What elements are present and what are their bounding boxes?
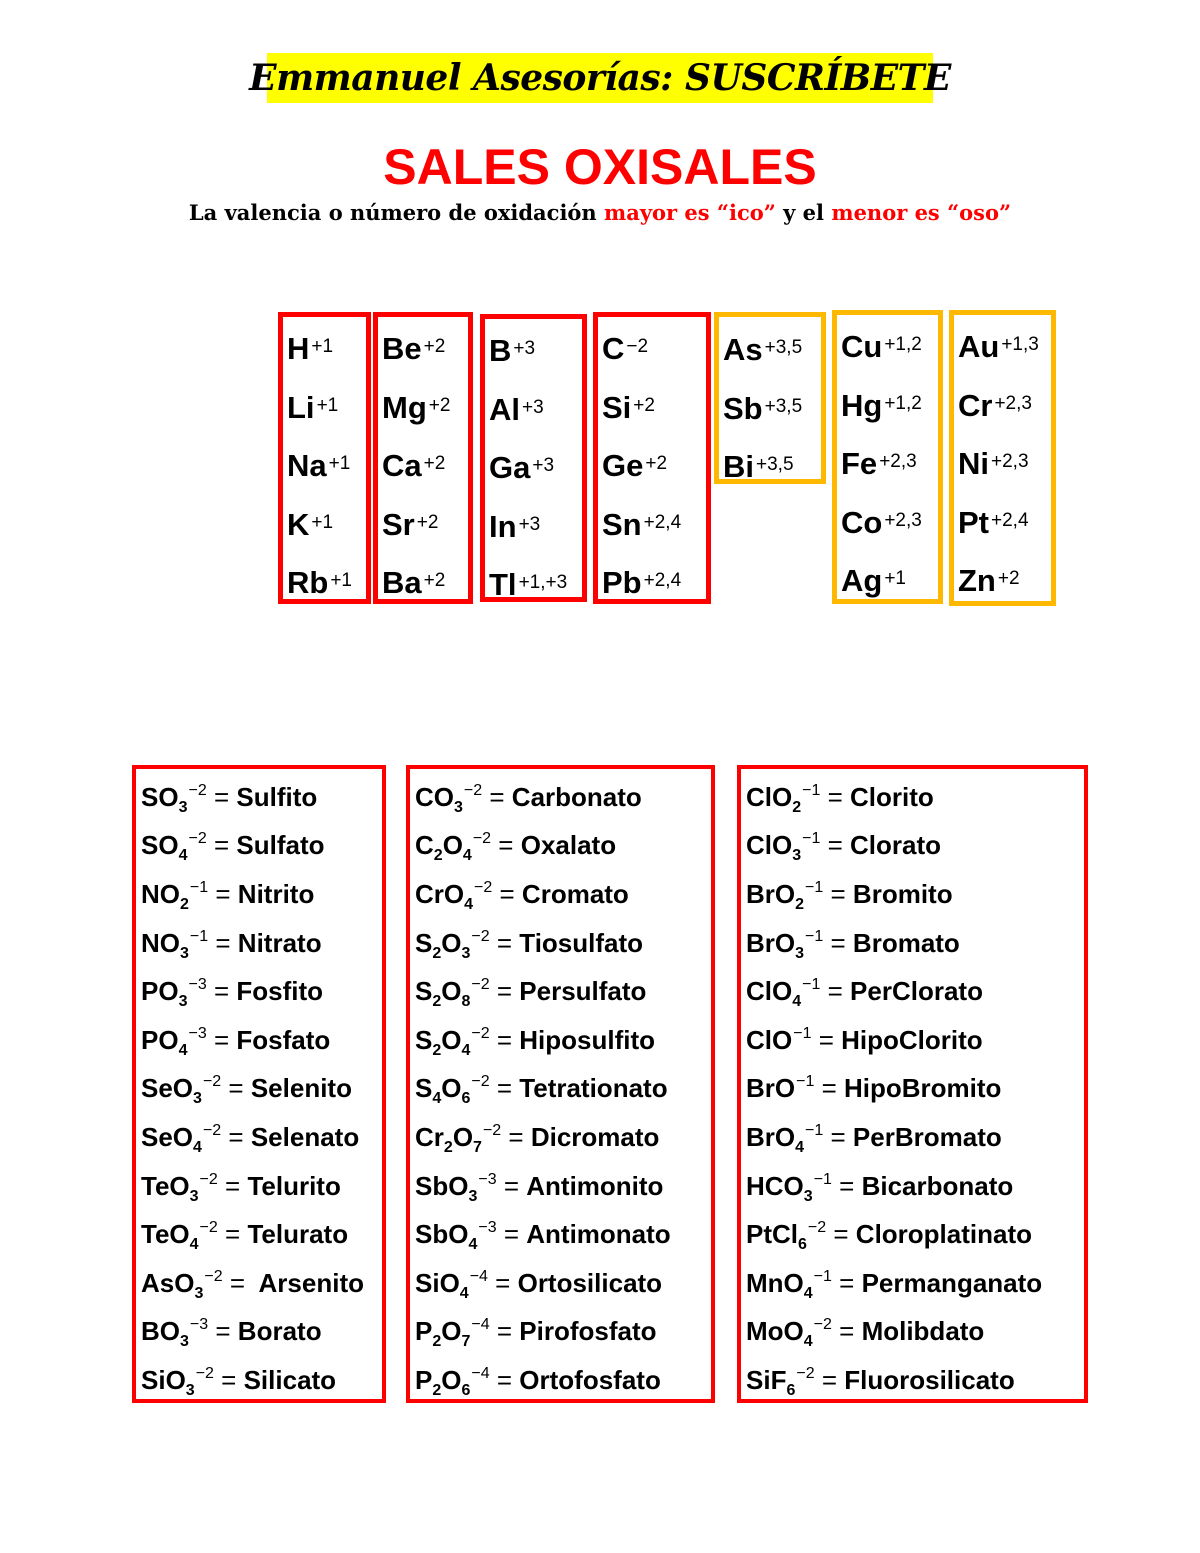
element-valence: +1 bbox=[330, 570, 352, 592]
anion-formula: PO 4 −3 bbox=[141, 1024, 207, 1059]
element-group-box bbox=[714, 312, 826, 484]
equals-sign: = bbox=[501, 1121, 531, 1152]
anion-name: Selenato bbox=[250, 1121, 360, 1152]
anion-formula: Cr 2 O 7 −2 bbox=[415, 1121, 502, 1156]
equals-sign: = bbox=[489, 1364, 520, 1395]
element-symbol: Cr bbox=[958, 387, 993, 423]
equals-sign: = bbox=[823, 1121, 853, 1152]
element-entry bbox=[489, 498, 582, 557]
equals-sign: = bbox=[489, 1073, 520, 1104]
equals-sign: = bbox=[811, 1024, 842, 1055]
anion-entry bbox=[415, 1356, 711, 1405]
anion-name: Dicromato bbox=[530, 1121, 660, 1152]
anion-entry bbox=[746, 870, 1084, 919]
element-entry bbox=[602, 554, 706, 613]
element-valence: +2,3 bbox=[879, 451, 917, 473]
anion-entry bbox=[141, 822, 382, 871]
anion-entry bbox=[746, 1210, 1084, 1259]
equals-sign: = bbox=[221, 1121, 251, 1152]
equals-sign: = bbox=[222, 1267, 253, 1298]
equals-sign: = bbox=[217, 1170, 248, 1201]
element-entry bbox=[489, 381, 582, 440]
element-symbol: H bbox=[287, 331, 310, 367]
element-entry bbox=[958, 377, 1051, 436]
anion-name: Cromato bbox=[521, 878, 629, 909]
equals-sign: = bbox=[826, 1219, 856, 1250]
element-valence: +1,+3 bbox=[518, 572, 568, 594]
anion-formula: C 2 O 4 −2 bbox=[415, 830, 492, 865]
anion-name: Pirofosfato bbox=[519, 1316, 657, 1347]
element-valence: +1 bbox=[316, 394, 339, 416]
element-entry bbox=[287, 379, 366, 438]
anion-entry bbox=[415, 1210, 711, 1259]
anion-formula: BO 3 −3 bbox=[141, 1316, 209, 1351]
element-symbol: C bbox=[602, 331, 625, 367]
element-entry bbox=[841, 494, 938, 553]
anion-name: Bromato bbox=[852, 927, 960, 958]
element-entry bbox=[602, 379, 706, 438]
anion-formula: S 2 O 3 −2 bbox=[415, 927, 490, 962]
element-valence: +3 bbox=[518, 513, 541, 535]
subtitle-part-1: La valencia o número de oxidación bbox=[188, 200, 605, 225]
element-symbol: Ge bbox=[602, 448, 644, 484]
anion-name: Bicarbonato bbox=[861, 1170, 1014, 1201]
anion-entry bbox=[415, 822, 711, 871]
anion-formula: ClO −1 bbox=[746, 1024, 812, 1055]
anion-name: Selenito bbox=[250, 1073, 352, 1104]
element-entry bbox=[382, 437, 468, 496]
anion-name: Sulfito bbox=[236, 781, 318, 812]
element-valence: +2 bbox=[423, 336, 446, 358]
element-entry bbox=[958, 318, 1051, 377]
anion-formula: SO 3 −2 bbox=[141, 781, 207, 816]
element-symbol: Tl bbox=[489, 567, 517, 603]
equals-sign: = bbox=[831, 1316, 862, 1347]
page-title: SALES OXISALES bbox=[383, 139, 817, 195]
element-valence: +3 bbox=[522, 396, 544, 418]
element-valence: +3 bbox=[532, 455, 555, 477]
element-entry bbox=[841, 377, 938, 436]
equals-sign: = bbox=[489, 927, 520, 958]
element-valence: +2 bbox=[633, 394, 655, 416]
anion-formula: NO 3 −1 bbox=[141, 927, 209, 962]
equals-sign: = bbox=[217, 1219, 248, 1250]
anion-entry bbox=[746, 773, 1084, 822]
anion-name: Clorato bbox=[850, 830, 942, 861]
equals-sign: = bbox=[820, 976, 851, 1007]
element-entry bbox=[489, 322, 582, 381]
element-symbol: Fe bbox=[841, 446, 878, 482]
anion-group-box bbox=[737, 765, 1088, 1403]
anion-entry bbox=[141, 1259, 382, 1308]
anion-formula: SbO 3 −3 bbox=[415, 1170, 497, 1205]
element-entry bbox=[287, 554, 366, 613]
anion-name: Oxalato bbox=[520, 830, 617, 861]
element-valence: +2,3 bbox=[991, 451, 1029, 473]
element-symbol: Cu bbox=[841, 329, 883, 365]
element-symbol: Ni bbox=[958, 446, 989, 482]
anion-formula: ClO 3 −1 bbox=[746, 830, 821, 865]
element-entry bbox=[602, 437, 706, 496]
anion-name: Nitrito bbox=[237, 878, 315, 909]
element-valence: +1,2 bbox=[884, 334, 922, 356]
anion-entry bbox=[746, 1016, 1084, 1065]
element-entry bbox=[841, 552, 938, 611]
anion-group-box bbox=[132, 765, 386, 1403]
element-valence: +1 bbox=[311, 511, 334, 533]
element-valence: +2 bbox=[416, 511, 439, 533]
element-symbol: Rb bbox=[287, 565, 329, 601]
equals-sign: = bbox=[208, 1316, 238, 1347]
element-valence: +2 bbox=[645, 453, 668, 475]
anion-formula: SO 4 −2 bbox=[141, 830, 207, 865]
anion-name: Sulfato bbox=[236, 830, 325, 861]
anion-name: Borato bbox=[237, 1316, 322, 1347]
anion-formula: TeO 4 −2 bbox=[141, 1219, 218, 1254]
element-symbol: In bbox=[489, 508, 517, 544]
anion-name: Hiposulfito bbox=[519, 1024, 656, 1055]
equals-sign: = bbox=[823, 927, 853, 958]
element-valence: +3,5 bbox=[756, 454, 794, 476]
anion-entry bbox=[141, 1356, 382, 1405]
element-valence: +1,3 bbox=[1001, 334, 1039, 356]
element-entry bbox=[841, 318, 938, 377]
equals-sign: = bbox=[206, 781, 237, 812]
anion-entry bbox=[746, 1113, 1084, 1162]
element-entry bbox=[382, 379, 468, 438]
anion-formula: NO 2 −1 bbox=[141, 878, 209, 913]
equals-sign: = bbox=[487, 1267, 518, 1298]
anion-formula: AsO 3 −2 bbox=[141, 1267, 223, 1302]
element-entry bbox=[723, 438, 821, 497]
anion-name: Molibdato bbox=[861, 1316, 985, 1347]
element-symbol: Sn bbox=[602, 506, 642, 542]
subtitle-part-4: menor es “oso” bbox=[831, 200, 1012, 225]
anion-name: Silicato bbox=[243, 1364, 337, 1395]
anion-formula: SeO 4 −2 bbox=[141, 1121, 222, 1156]
anion-formula: MoO 4 −2 bbox=[746, 1316, 832, 1351]
anion-name: Fosfito bbox=[236, 976, 324, 1007]
equals-sign: = bbox=[496, 1170, 527, 1201]
anion-formula: BrO 3 −1 bbox=[746, 927, 824, 962]
subtitle-part-3: y el bbox=[775, 200, 832, 225]
equals-sign: = bbox=[814, 1364, 845, 1395]
anion-entry bbox=[415, 1162, 711, 1211]
anion-entry bbox=[141, 1308, 382, 1357]
element-symbol: Ga bbox=[489, 450, 531, 486]
element-entry bbox=[382, 496, 468, 555]
element-symbol: Al bbox=[489, 391, 520, 427]
equals-sign: = bbox=[820, 830, 851, 861]
element-symbol: Pb bbox=[602, 565, 642, 601]
element-symbol: As bbox=[723, 332, 763, 368]
anion-name: Carbonato bbox=[511, 781, 642, 812]
anion-formula: SbO 4 −3 bbox=[415, 1219, 497, 1254]
anion-name: PerClorato bbox=[850, 976, 983, 1007]
anion-formula: BrO 2 −1 bbox=[746, 878, 824, 913]
anion-entry bbox=[141, 1016, 382, 1065]
element-entry bbox=[489, 556, 582, 615]
anion-formula: P 2 O 7 −4 bbox=[415, 1316, 490, 1351]
element-valence: +2 bbox=[423, 570, 446, 592]
anion-formula: MnO 4 −1 bbox=[746, 1267, 832, 1302]
element-entry bbox=[958, 494, 1051, 553]
element-symbol: Ba bbox=[382, 565, 422, 601]
anion-entry bbox=[746, 1259, 1084, 1308]
anion-entry bbox=[141, 773, 382, 822]
anion-name: Cloroplatinato bbox=[855, 1219, 1033, 1250]
anion-formula: ClO 2 −1 bbox=[746, 781, 821, 816]
element-symbol: Si bbox=[602, 389, 632, 425]
equals-sign: = bbox=[831, 1267, 862, 1298]
anion-formula: S 2 O 8 −2 bbox=[415, 976, 490, 1011]
equals-sign: = bbox=[831, 1170, 862, 1201]
element-valence: +2,4 bbox=[643, 570, 682, 592]
anion-entry bbox=[746, 919, 1084, 968]
element-symbol: Be bbox=[382, 331, 422, 367]
anion-formula: CO 3 −2 bbox=[415, 781, 483, 816]
anion-formula: TeO 3 −2 bbox=[141, 1170, 218, 1205]
element-valence: +2,3 bbox=[994, 392, 1032, 414]
element-entry bbox=[841, 435, 938, 494]
equals-sign: = bbox=[489, 976, 520, 1007]
equals-sign: = bbox=[208, 927, 238, 958]
element-valence: +2,3 bbox=[884, 509, 922, 531]
element-symbol: Li bbox=[287, 389, 315, 425]
element-symbol: B bbox=[489, 333, 512, 369]
element-symbol: Sb bbox=[723, 390, 763, 426]
element-valence: +2,4 bbox=[991, 509, 1029, 531]
element-valence: +2 bbox=[428, 394, 451, 416]
anion-entry bbox=[415, 870, 711, 919]
element-valence: +3,5 bbox=[764, 337, 803, 359]
anion-entry bbox=[415, 773, 711, 822]
equals-sign: = bbox=[820, 781, 851, 812]
element-symbol: Zn bbox=[958, 563, 996, 599]
anion-name: HipoClorito bbox=[841, 1024, 983, 1055]
subtitle bbox=[0, 198, 1200, 228]
anion-entry bbox=[141, 1210, 382, 1259]
anion-name: Ortosilicato bbox=[517, 1267, 663, 1298]
element-valence: +3 bbox=[513, 338, 536, 360]
element-group-box bbox=[949, 310, 1056, 606]
anion-entry bbox=[746, 1162, 1084, 1211]
element-symbol: Ca bbox=[382, 448, 422, 484]
anion-name: Arsenito bbox=[252, 1267, 364, 1298]
anion-formula: S 4 O 6 −2 bbox=[415, 1073, 490, 1108]
anion-formula: PtCl 6 −2 bbox=[746, 1219, 827, 1254]
equals-sign: = bbox=[482, 781, 512, 812]
element-symbol: Co bbox=[841, 504, 883, 540]
channel-banner: Emmanuel Asesorías: SUSCRÍBETE bbox=[267, 53, 933, 103]
element-group-box bbox=[593, 312, 711, 604]
element-entry bbox=[958, 435, 1051, 494]
anion-name: Bromito bbox=[852, 878, 953, 909]
anion-name: Clorito bbox=[850, 781, 934, 812]
anion-entry bbox=[141, 967, 382, 1016]
element-symbol: Bi bbox=[723, 449, 754, 485]
anion-entry bbox=[746, 967, 1084, 1016]
anion-name: Ortofosfato bbox=[519, 1364, 661, 1395]
anion-entry bbox=[746, 822, 1084, 871]
element-symbol: Ag bbox=[841, 563, 883, 599]
element-group-box bbox=[480, 314, 587, 602]
equals-sign: = bbox=[492, 878, 522, 909]
element-entry bbox=[287, 496, 366, 555]
element-symbol: Hg bbox=[841, 387, 883, 423]
anion-formula: BrO −1 bbox=[746, 1073, 815, 1104]
element-valence: +1,2 bbox=[884, 392, 922, 414]
anion-name: Nitrato bbox=[237, 927, 322, 958]
anion-formula: PO 3 −3 bbox=[141, 976, 207, 1011]
element-entry bbox=[489, 439, 582, 498]
element-entry bbox=[287, 320, 366, 379]
anion-formula: CrO 4 −2 bbox=[415, 878, 493, 913]
anion-formula: S 2 O 4 −2 bbox=[415, 1024, 490, 1059]
element-symbol: K bbox=[287, 506, 310, 542]
element-entry bbox=[602, 496, 706, 555]
anion-entry bbox=[746, 1065, 1084, 1114]
equals-sign: = bbox=[496, 1219, 527, 1250]
equals-sign: = bbox=[491, 830, 521, 861]
anion-formula: SiO 4 −4 bbox=[415, 1267, 488, 1302]
equals-sign: = bbox=[208, 878, 238, 909]
anion-entry bbox=[141, 919, 382, 968]
element-group-box bbox=[373, 312, 473, 604]
element-entry bbox=[723, 380, 821, 439]
anion-entry bbox=[141, 1113, 382, 1162]
anion-group-box bbox=[406, 765, 715, 1403]
anion-entry bbox=[415, 1065, 711, 1114]
element-entry bbox=[723, 321, 821, 380]
element-entry bbox=[382, 554, 468, 613]
element-valence: +2 bbox=[997, 568, 1020, 590]
anion-entry bbox=[415, 1016, 711, 1065]
anion-name: Persulfato bbox=[519, 976, 647, 1007]
anion-entry bbox=[141, 1162, 382, 1211]
element-symbol: Pt bbox=[958, 504, 989, 540]
element-valence: +1 bbox=[311, 336, 334, 358]
anion-entry bbox=[415, 1113, 711, 1162]
anion-name: Tetrationato bbox=[519, 1073, 668, 1104]
anion-entry bbox=[141, 870, 382, 919]
element-valence: +2 bbox=[423, 453, 446, 475]
equals-sign: = bbox=[814, 1073, 845, 1104]
anion-formula: SiO 3 −2 bbox=[141, 1364, 214, 1399]
equals-sign: = bbox=[823, 878, 853, 909]
anion-name: Telurato bbox=[247, 1219, 349, 1250]
equals-sign: = bbox=[221, 1073, 251, 1104]
element-group-box bbox=[278, 312, 371, 604]
element-symbol: Sr bbox=[382, 506, 415, 542]
equals-sign: = bbox=[489, 1316, 520, 1347]
equals-sign: = bbox=[206, 976, 237, 1007]
element-valence: +2,4 bbox=[643, 511, 682, 533]
anion-formula: SeO 3 −2 bbox=[141, 1073, 222, 1108]
element-entry bbox=[287, 437, 366, 496]
anion-entry bbox=[415, 967, 711, 1016]
anion-name: Fosfato bbox=[236, 1024, 331, 1055]
anion-entry bbox=[141, 1065, 382, 1114]
equals-sign: = bbox=[206, 1024, 237, 1055]
element-symbol: Na bbox=[287, 448, 327, 484]
subtitle-part-2: mayor es “ico” bbox=[604, 200, 776, 225]
equals-sign: = bbox=[213, 1364, 244, 1395]
anion-name: Permanganato bbox=[861, 1267, 1043, 1298]
anion-name: Tiosulfato bbox=[519, 927, 644, 958]
element-entry bbox=[382, 320, 468, 379]
element-valence: +1 bbox=[328, 453, 351, 475]
element-valence: +3,5 bbox=[764, 395, 803, 417]
element-symbol: Mg bbox=[382, 389, 427, 425]
element-valence: −2 bbox=[626, 336, 649, 358]
anion-formula: BrO 4 −1 bbox=[746, 1121, 824, 1156]
anion-formula: ClO 4 −1 bbox=[746, 976, 821, 1011]
anion-entry bbox=[415, 919, 711, 968]
element-valence: +1 bbox=[884, 568, 906, 590]
equals-sign: = bbox=[206, 830, 237, 861]
anion-entry bbox=[746, 1308, 1084, 1357]
anion-entry bbox=[415, 1259, 711, 1308]
element-group-box bbox=[832, 310, 943, 604]
anion-entry bbox=[746, 1356, 1084, 1405]
anion-name: HipoBromito bbox=[844, 1073, 1002, 1104]
anion-name: Antimonito bbox=[526, 1170, 664, 1201]
anion-name: Telurito bbox=[247, 1170, 341, 1201]
anion-formula: HCO 3 −1 bbox=[746, 1170, 832, 1205]
anion-formula: SiF 6 −2 bbox=[746, 1364, 815, 1399]
equals-sign: = bbox=[489, 1024, 520, 1055]
anion-name: Antimonato bbox=[526, 1219, 671, 1250]
anion-name: Fluorosilicato bbox=[844, 1364, 1015, 1395]
anion-name: PerBromato bbox=[852, 1121, 1002, 1152]
element-entry bbox=[958, 552, 1051, 611]
anion-entry bbox=[415, 1308, 711, 1357]
element-symbol: Au bbox=[958, 329, 1000, 365]
anion-formula: P 2 O 6 −4 bbox=[415, 1364, 490, 1399]
element-entry bbox=[602, 320, 706, 379]
